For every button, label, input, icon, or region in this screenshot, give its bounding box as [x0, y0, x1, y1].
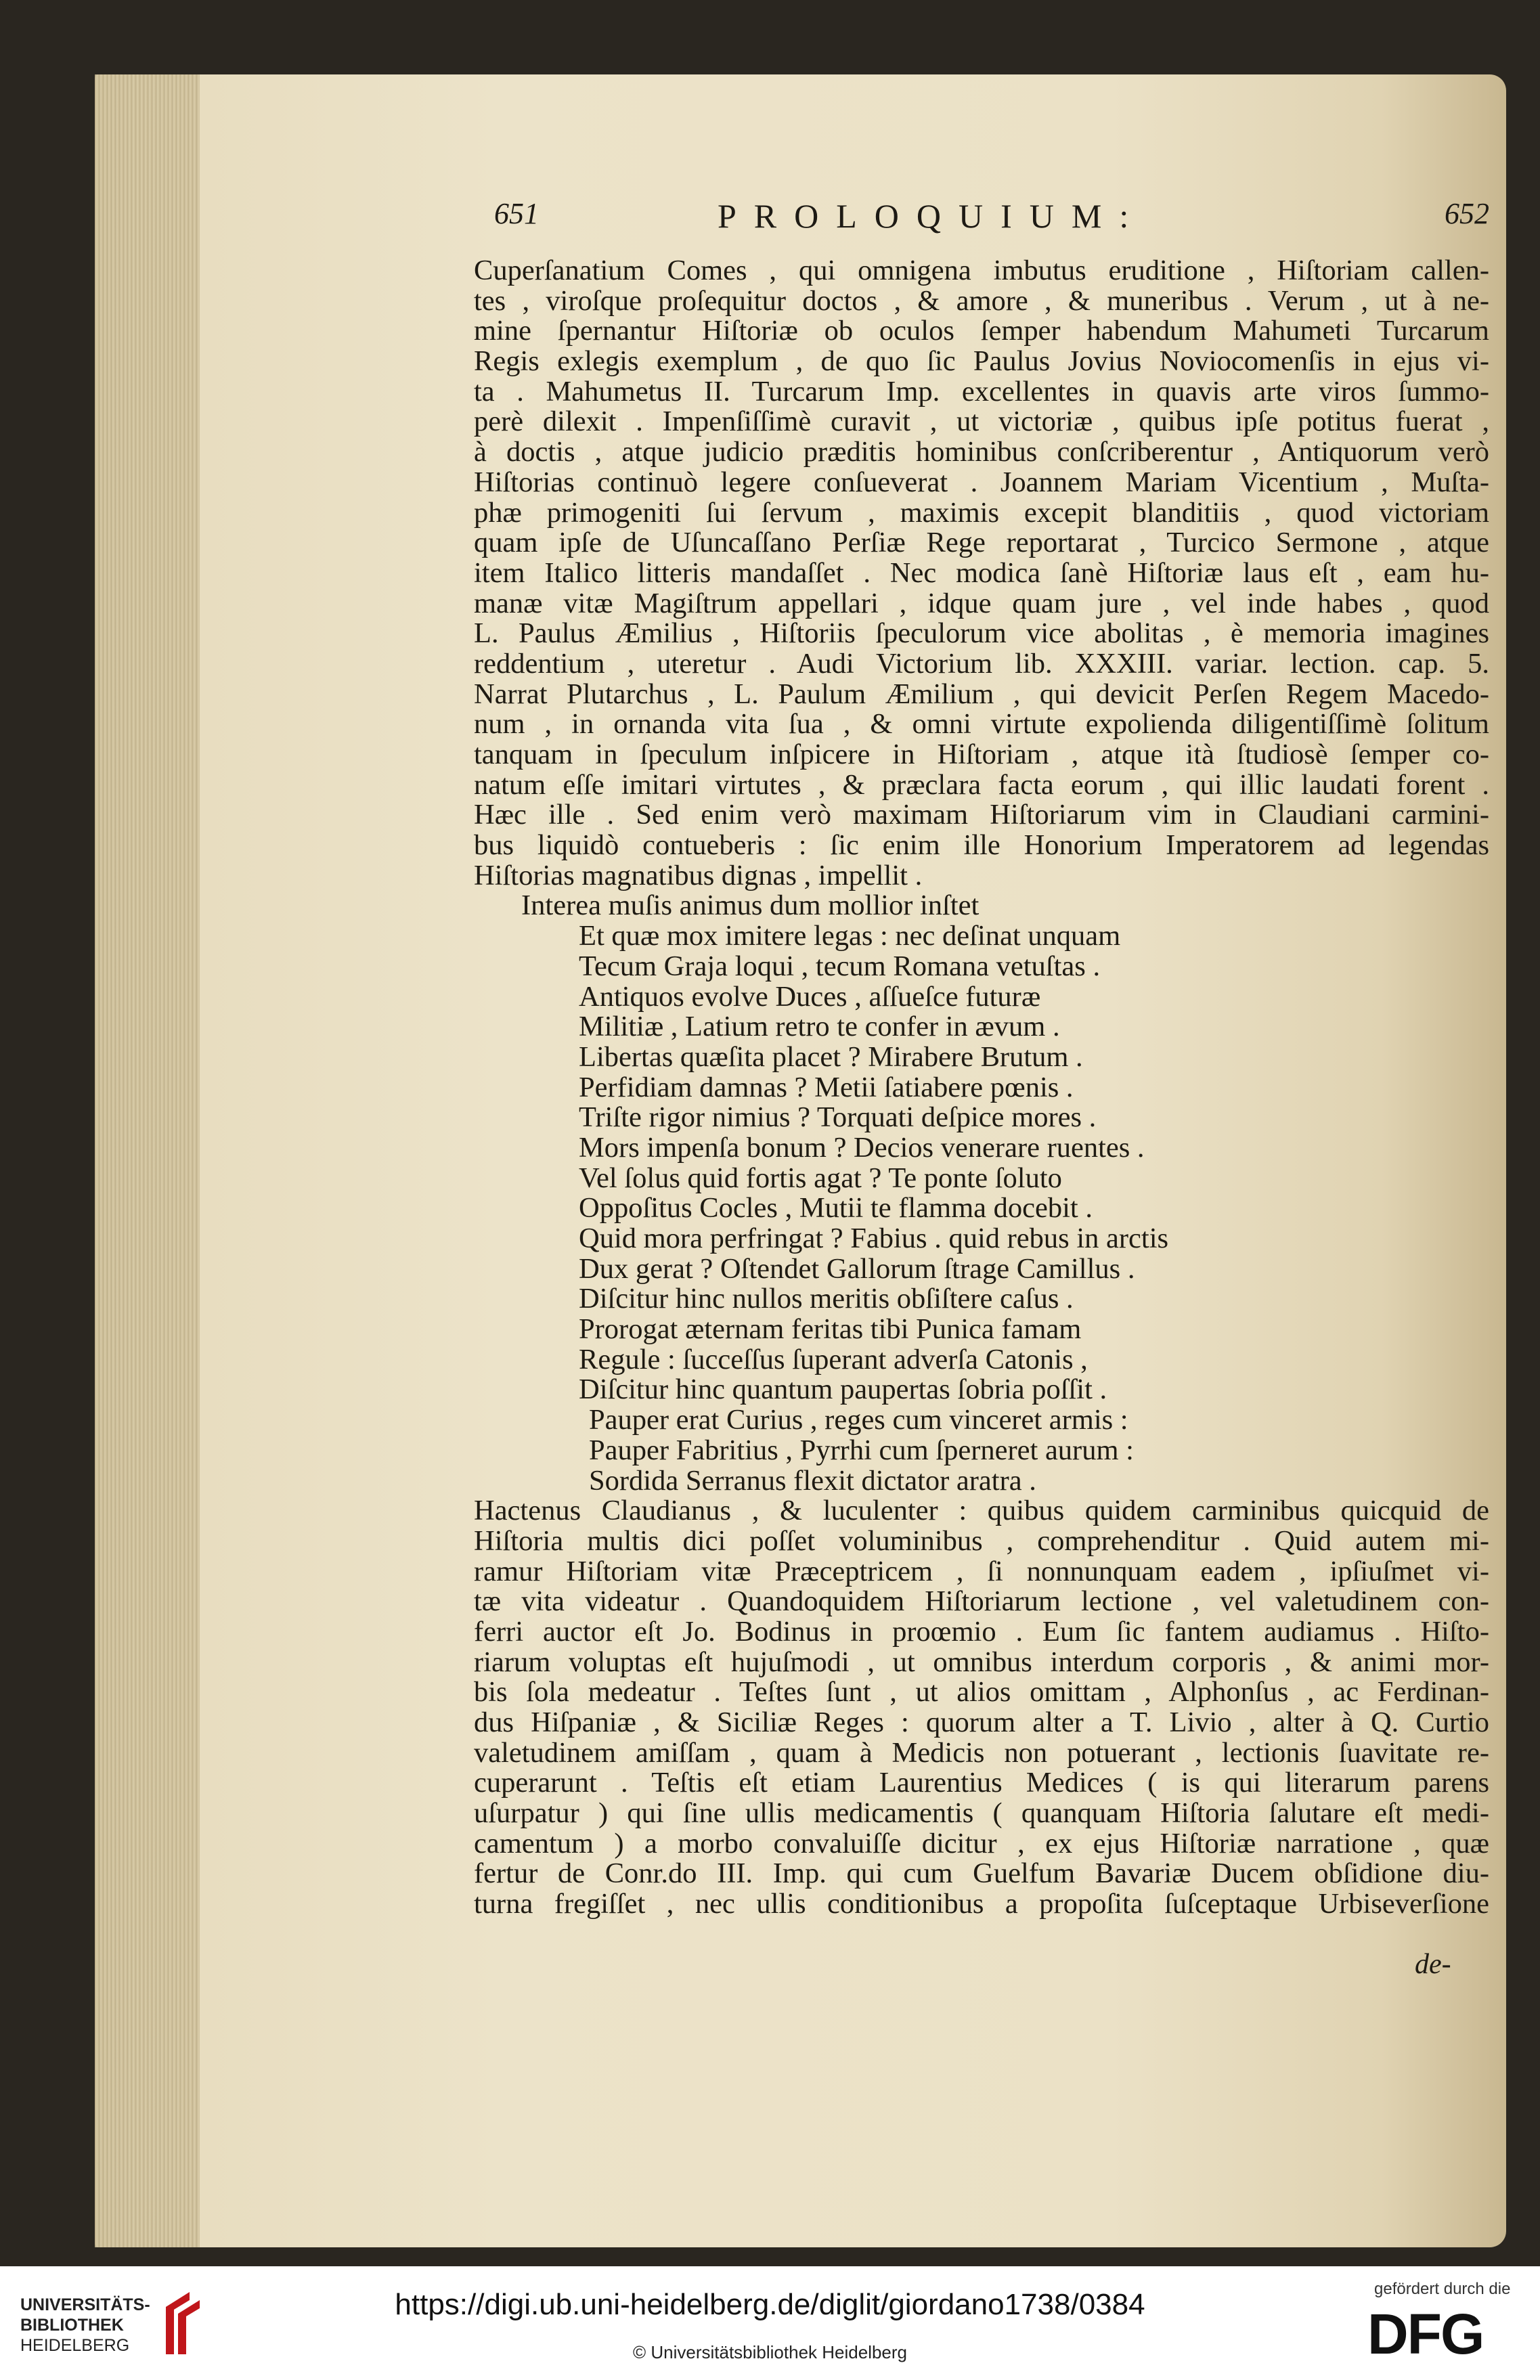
text-line: Regis exlegis exemplum , de quo ſic Paulus Jovius Noviocomenſis in ejus vi- — [474, 347, 1489, 377]
permalink-url[interactable]: https://digi.ub.uni-heidelberg.de/diglit/giordano1738/0384 — [395, 2288, 1145, 2321]
library-name-line: UNIVERSITÄTS- — [20, 2295, 150, 2314]
viewer-footer — [0, 2266, 1540, 2380]
verse-line: Interea muſis animus dum mollior inſtet — [521, 891, 980, 922]
text-line: reddentium , uteretur . Audi Victorium lib. XXXIII. variar. lection. cap. 5. — [474, 648, 1489, 680]
library-name-line: HEIDELBERG — [20, 2336, 130, 2355]
page-number-right: 652 — [1445, 197, 1489, 230]
page-number-left: 651 — [494, 197, 539, 230]
text-line: mine ſpernantur Hiſtoriæ ob oculos ſemper habendum Mahumeti Turcarum — [474, 316, 1489, 347]
text-line: manæ vitæ Magiſtrum appellari , idque quam jure , vel inde habes , quod — [474, 588, 1489, 619]
verse-line: Quid mora perfringat ? Fabius . quid rebus in arctis — [579, 1224, 1169, 1254]
text-line: Hiſtorias magnatibus dignas , impellit . — [474, 860, 923, 891]
verse-line: Diſcitur hinc nullos meritis obſiſtere caſus . — [579, 1284, 1074, 1315]
verse-line: Perfidiam damnas ? Metii ſatiabere pœnis . — [579, 1072, 1074, 1103]
text-line: riarum voluptas eſt hujuſmodi , ut omnibus interdum corporis , & animi mor- — [474, 1647, 1489, 1678]
text-line: cuperarunt . Teſtis eſt etiam Laurentius Medices ( is qui literarum parens — [474, 1768, 1489, 1799]
text-line: Hiſtoria multis dici poſſet voluminibus , comprehenditur . Quid autem mi- — [474, 1526, 1489, 1557]
text-line: ramur Hiſtoriam vitæ Præceptricem , ſi nonnunquam eadem , ipſiuſmet vi- — [474, 1556, 1489, 1587]
verse-line: Dux gerat ? Oſtendet Gallorum ſtrage Camillus . — [579, 1254, 1135, 1285]
verse-line: Antiquos evolve Duces , aſſueſce futuræ — [579, 982, 1041, 1013]
text-line: à doctis , atque judicio præditis hominibus conſcriberentur , Antiquorum verò — [474, 437, 1489, 468]
verse-line: Et quæ mox imitere legas : nec deſinat unquam — [579, 921, 1121, 952]
text-line: camentum ) a morbo convaluiſſe dicitur , ex ejus Hiſtoriæ narratione , quæ — [474, 1828, 1489, 1859]
page-edges — [95, 74, 200, 2247]
verse-line: Regule : ſucceſſus ſuperant adverſa Catonis , — [579, 1344, 1088, 1375]
verse-line: Sordida Serranus flexit dictator aratra . — [589, 1466, 1036, 1497]
text-line: Cuperſanatium Comes , qui omnigena imbutus eruditione , Hiſtoriam callen- — [474, 256, 1489, 286]
text-line: tes , viroſque proſequitur doctos , & amore , & muneribus . Verum , ut à ne- — [474, 286, 1489, 317]
text-line: fertur de Conr.do III. Imp. qui cum Guelfum Bavariæ Ducem obſidione diu- — [474, 1859, 1489, 1890]
dfg-logo: DFG — [1367, 2302, 1484, 2366]
verse-line: Pauper Fabritius , Pyrrhi cum ſperneret aurum : — [589, 1435, 1134, 1466]
running-title: PROLOQUIUM: — [718, 197, 1147, 235]
text-line: Narrat Plutarchus , L. Paulum Æmilium , qui devicit Perſen Regem Macedo- — [474, 679, 1489, 710]
text-line: tæ vita videatur . Quandoquidem Hiſtoriarum lectione , vel valetudinem con- — [474, 1587, 1489, 1617]
text-line: Hactenus Claudianus , & luculenter : quibus quidem carminibus quicquid de — [474, 1496, 1489, 1526]
library-name-line: BIBLIOTHEK — [20, 2316, 124, 2335]
verse-line: Militiæ , Latium retro te confer in ævum . — [579, 1012, 1060, 1042]
text-line: perè dilexit . Impenſiſſimè curavit , ut victoriæ , quibus ipſe potitus fuerat , — [474, 407, 1489, 438]
text-line: phæ primogeniti ſui ſervum , maximis excepit blanditiis , quod victoriam — [474, 498, 1489, 529]
verse-line: Triſte rigor nimius ? Torquati deſpice mores . — [579, 1103, 1097, 1133]
text-line: dus Hiſpaniæ , & Siciliæ Reges : quorum alter a T. Livio , alter à Q. Curtio — [474, 1708, 1489, 1738]
text-line: bus liquidò contueberis : ſic enim ille Honorium Imperatorem ad legendas — [474, 831, 1489, 861]
text-line: ta . Mahumetus II. Turcarum Imp. excellentes in quavis arte viros ſummo- — [474, 376, 1489, 407]
text-line: num , in ornanda vita ſua , & omni virtute expolienda diligentiſſimè ſolitum — [474, 709, 1489, 740]
copyright-notice: © Universitätsbibliothek Heidelberg — [632, 2342, 908, 2362]
catchword: de- — [1415, 1949, 1451, 1980]
verse-line: Pauper erat Curius , reges cum vinceret armis : — [589, 1405, 1128, 1436]
verse-line: Oppoſitus Cocles , Mutii te flamma docebit . — [579, 1193, 1093, 1224]
verse-line: Mors impenſa bonum ? Decios venerare ruentes . — [579, 1132, 1145, 1164]
text-line: quam ipſe de Uſuncaſſano Perſiæ Rege reportarat , Turcico Sermone , atque — [474, 528, 1489, 558]
text-line: item Italico litteris mandaſſet . Nec modica ſanè Hiſtoriæ laus eſt , eam hu- — [474, 558, 1489, 589]
text-line: ferri auctor eſt Jo. Bodinus in proœmio . Eum ſic fantem audiamus . Hiſto- — [474, 1616, 1489, 1648]
text-line: Hæc ille . Sed enim verò maximam Hiſtoriarum vim in Claudiani carmini- — [474, 800, 1489, 831]
text-line: tanquam in ſpeculum inſpicere in Hiſtoriam , atque ità ſtudiosè ſemper co- — [474, 740, 1489, 770]
text-line: valetudinem amiſſam , quam à Medicis non potuerant , lectionis ſuavitate re- — [474, 1738, 1489, 1769]
text-line: natum eſſe imitari virtutes , & præclara facta eorum , qui illic laudati forent . — [474, 770, 1489, 801]
text-line: turna fregiſſet , nec ullis conditionibus a propoſita ſuſceptaque Urbiseverſione — [474, 1889, 1489, 1920]
verse-line: Libertas quæſita placet ? Mirabere Brutum . — [579, 1042, 1083, 1073]
text-line: uſurpatur ) qui ſine ullis medicamentis ( quanquam Hiſtoria ſalutare eſt medi- — [474, 1799, 1489, 1829]
verse-line: Tecum Graja loqui , tecum Romana vetuſtas . — [579, 951, 1101, 982]
verse-line: Diſcitur hinc quantum paupertas ſobria poſſit . — [579, 1375, 1107, 1406]
funding-caption: gefördert durch die — [1374, 2280, 1511, 2298]
verse-line: Prorogat æternam feritas tibi Punica famam — [579, 1315, 1082, 1345]
text-line: Hiſtorias continuò legere conſueverat . Joannem Mariam Vicentium , Muſta- — [474, 467, 1489, 498]
text-line: bis ſola medeatur . Teſtes ſunt , ut alios omittam , Alphonſus , ac Ferdinan- — [474, 1677, 1489, 1708]
text-block — [474, 256, 1489, 1920]
text-line: L. Paulus Æmilius , Hiſtoriis ſpeculorum vice abolitas , è memoria imagines — [474, 619, 1489, 649]
verse-line: Vel ſolus quid fortis agat ? Te ponte ſoluto — [579, 1163, 1062, 1194]
running-header — [494, 196, 1489, 244]
